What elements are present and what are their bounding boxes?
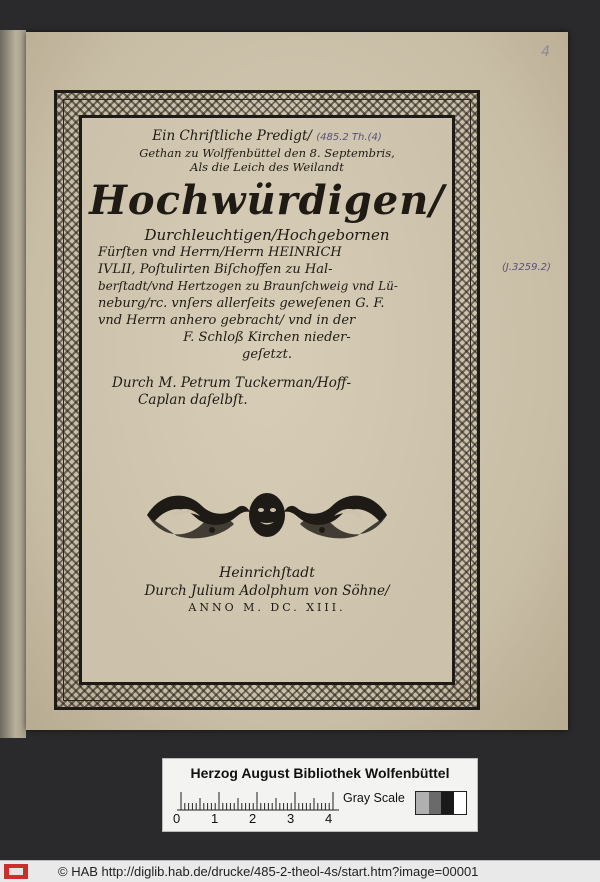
imprint-printer: Durch Julium Adolphum von Söhne/ xyxy=(144,583,390,599)
ruler-number: 2 xyxy=(249,811,257,826)
title-body-center-1: F. Schloß Kirchen nieder- xyxy=(183,330,351,345)
gray-swatch xyxy=(416,792,429,814)
folio-number: 4 xyxy=(541,44,550,60)
shelfmark-note: (485.2 Th.(4) xyxy=(316,132,382,143)
title-body-line: berſtadt/vnd Hertzogen zu Braunſchweig vnd Lü- xyxy=(98,279,398,293)
ruler-numbers xyxy=(173,811,343,827)
title-line-1: Ein Chriſtliche Predigt/ xyxy=(152,128,312,144)
ruler-number: 4 xyxy=(325,811,333,826)
title-line-5: Durchleuchtigen/Hochgebornen xyxy=(144,226,390,244)
ornamental-border xyxy=(54,90,480,710)
library-name: Herzog August Bibliothek Wolfenbüttel xyxy=(190,765,450,781)
gray-swatch xyxy=(441,792,454,814)
title-body-line: IVLII, Poſtulirten Biſchoffen zu Hal- xyxy=(98,262,333,277)
facing-page-edge xyxy=(0,30,26,738)
ruler-number: 0 xyxy=(173,811,181,826)
footer-text[interactable]: © HAB http://diglib.hab.de/drucke/485-2-theol-4s/start.htm?image=00001 xyxy=(58,864,479,879)
ruler-number: 1 xyxy=(211,811,219,826)
gray-scale-bar xyxy=(415,791,467,815)
title-page xyxy=(26,32,568,730)
imprint-place: Heinrichſtadt xyxy=(219,565,315,581)
title-line-3: Als die Leich des Weilandt xyxy=(190,160,344,174)
title-block xyxy=(82,128,452,409)
footer-bar xyxy=(0,860,600,882)
author-line-2: Caplan daſelbſt. xyxy=(138,392,248,408)
margin-note: (J.3259.2) xyxy=(502,262,551,273)
ornament-vignette-icon xyxy=(142,486,392,544)
title-body-center-2: geſetzt. xyxy=(242,347,292,362)
gray-swatch xyxy=(429,792,442,814)
author-line-1: Durch M. Petrum Tuckerman/Hoff- xyxy=(112,375,352,391)
title-body xyxy=(98,244,436,329)
imprint-year: ANNO M. DC. XIII. xyxy=(188,601,346,614)
imprint-block xyxy=(82,564,452,616)
creative-commons-icon xyxy=(4,864,28,879)
gray-scale-label: Gray Scale xyxy=(343,791,405,805)
title-frame xyxy=(79,115,455,685)
ruler-number: 3 xyxy=(287,811,295,826)
title-display-word: Hochwürdigen/ xyxy=(89,177,445,224)
library-color-chart xyxy=(162,758,478,832)
title-line-2: Gethan zu Wolffenbüttel den 8. Septembris, xyxy=(139,146,395,160)
printers-ornament xyxy=(122,486,412,544)
title-body-line: neburg/rc. vnſers allerſeits geweſenen G. F. xyxy=(98,296,385,311)
scale-ruler-icon xyxy=(177,789,339,811)
title-body-line: vnd Herrn anhero gebracht/ vnd in der xyxy=(98,313,356,328)
gray-swatch xyxy=(454,792,467,814)
title-body-line: Fürſten vnd Herrn/Herrn HEINRICH xyxy=(98,245,342,260)
